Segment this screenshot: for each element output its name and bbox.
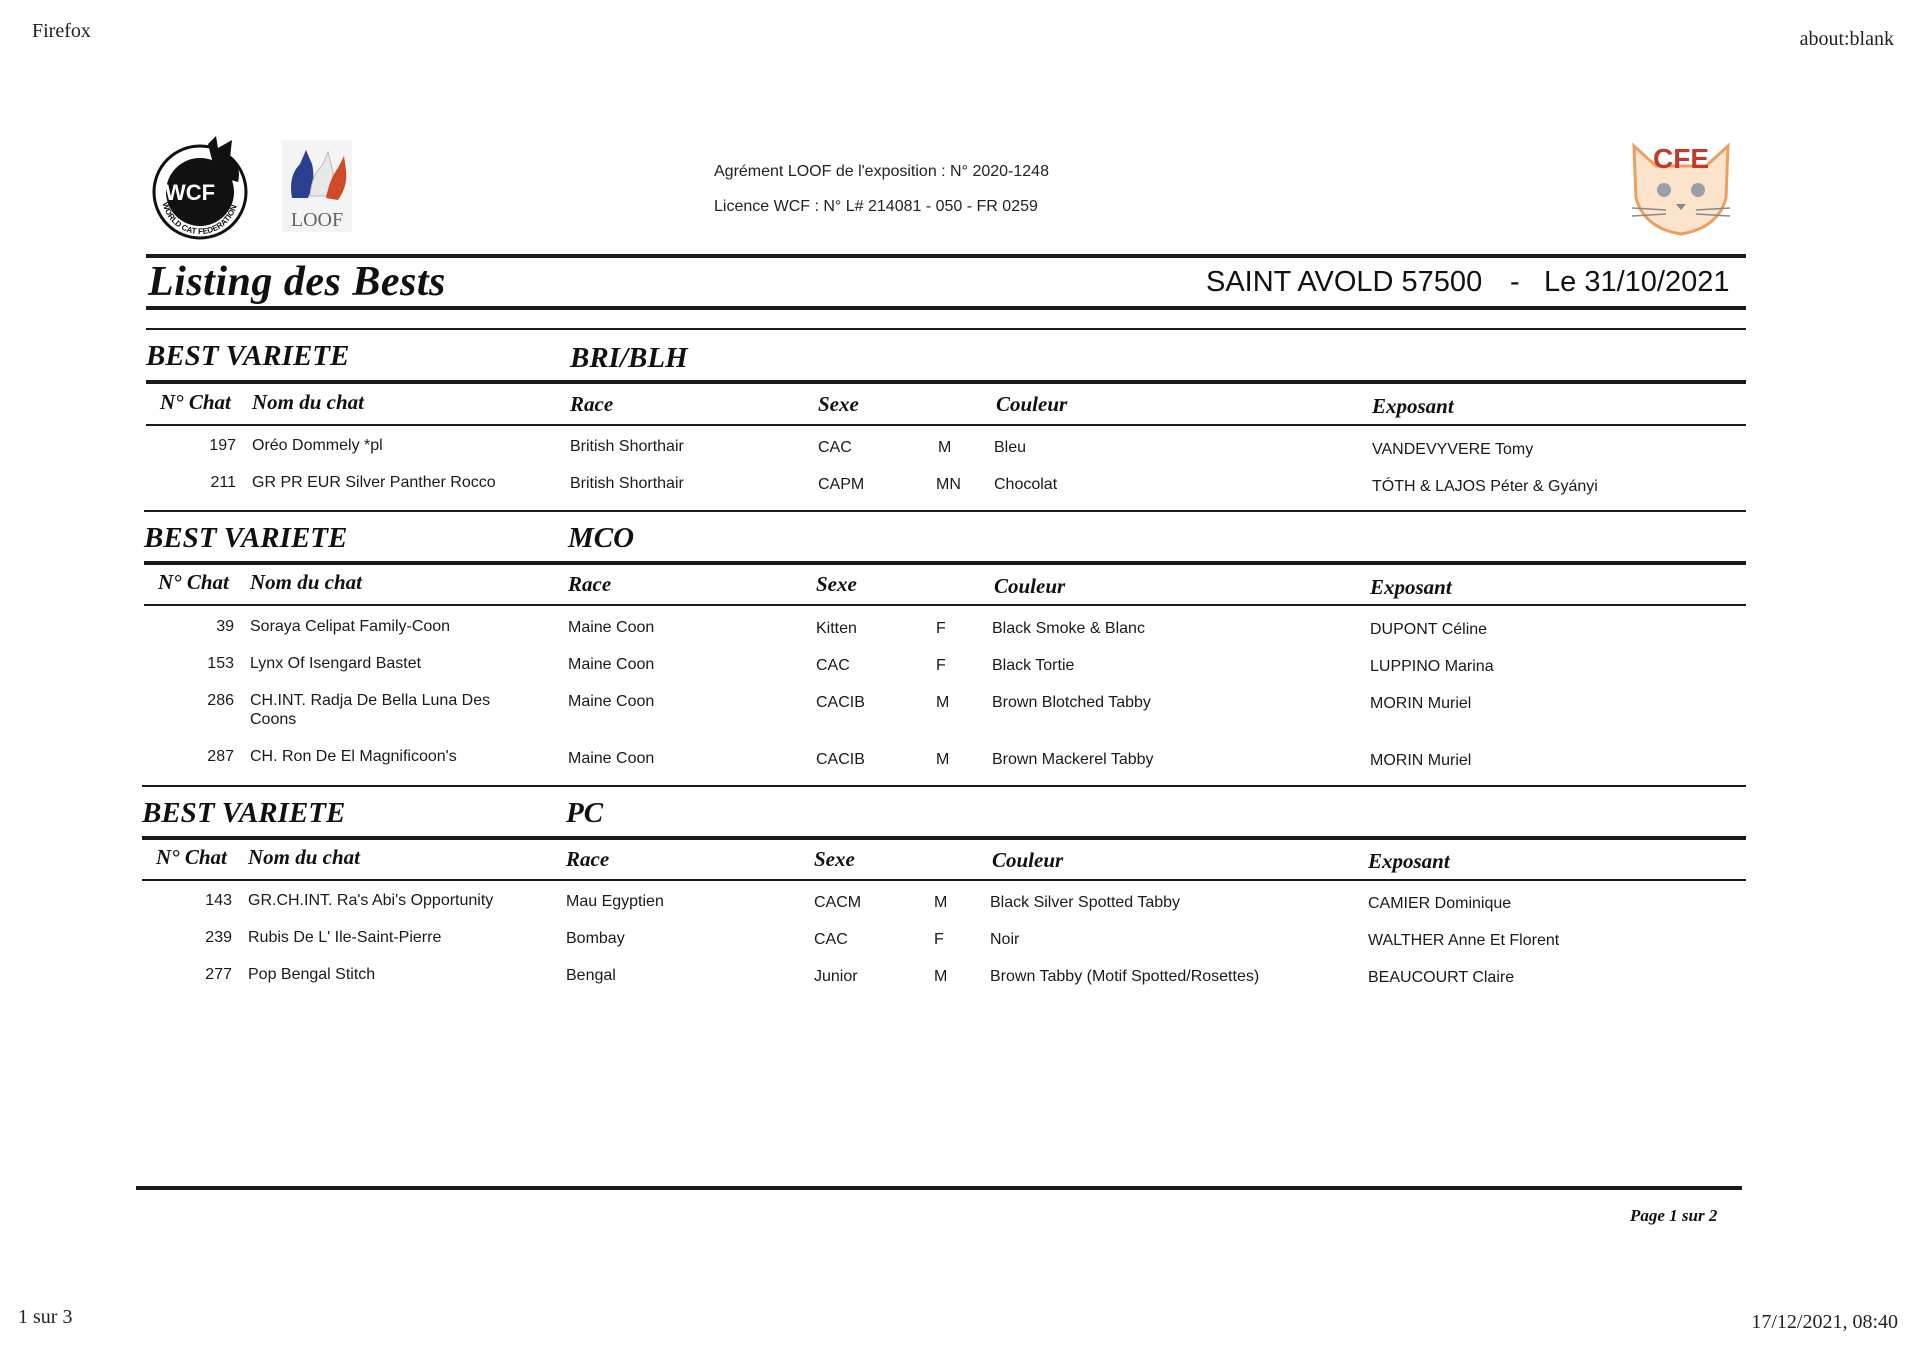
cat-race: Maine Coon: [568, 656, 655, 673]
col-num: N° Chat: [158, 570, 229, 594]
col-exposant: Exposant: [1368, 849, 1450, 873]
cat-number: 287: [207, 748, 234, 765]
cat-title: Junior: [814, 968, 858, 985]
cat-color: Black Tortie: [992, 657, 1075, 674]
cat-color: Brown Mackerel Tabby: [992, 751, 1154, 768]
cat-race: Maine Coon: [568, 619, 655, 636]
cat-number: 39: [216, 618, 234, 635]
cat-name-continued: Coons: [250, 711, 297, 728]
cat-number: 143: [205, 892, 232, 909]
section-top-rule: [146, 328, 1746, 330]
cat-name: GR PR EUR Silver Panther Rocco: [252, 474, 496, 491]
print-page-counter: 1 sur 3: [18, 1306, 73, 1328]
licence-wcf: Licence WCF : N° L# 214081 - 050 - FR 0259: [714, 198, 1038, 215]
cat-sex: M: [934, 968, 948, 985]
agrement-loof: Agrément LOOF de l'exposition : N° 2020-1248: [714, 163, 1049, 180]
cat-title: CACM: [814, 894, 862, 911]
browser-app-name: Firefox: [32, 20, 91, 42]
cat-race: Maine Coon: [568, 693, 655, 710]
cat-color: Black Silver Spotted Tabby: [990, 894, 1181, 911]
cat-title: CAC: [816, 657, 850, 674]
show-date: Le 31/10/2021: [1544, 266, 1730, 298]
cat-race: British Shorthair: [570, 475, 684, 492]
col-couleur: Couleur: [996, 392, 1068, 416]
cat-exhibitor: BEAUCOURT Claire: [1368, 969, 1515, 986]
cat-number: 153: [207, 655, 234, 672]
section-label: BEST VARIETE: [144, 522, 348, 554]
col-name: Nom du chat: [248, 845, 361, 869]
section-header-rule: [142, 836, 1746, 840]
cat-exhibitor: TÓTH & LAJOS Péter & Gyányi: [1372, 478, 1598, 495]
cat-race: Bengal: [566, 967, 616, 984]
cat-number: 239: [205, 929, 232, 946]
loof-logo-text: LOOF: [290, 209, 344, 231]
cat-sex: F: [936, 620, 946, 637]
col-race: Race: [570, 392, 614, 416]
cat-exhibitor: CAMIER Dominique: [1368, 895, 1512, 912]
loof-logo: [282, 140, 352, 232]
columns-rule: [144, 604, 1746, 606]
title-separator: -: [1510, 266, 1520, 298]
cat-name: GR.CH.INT. Ra's Abi's Opportunity: [248, 892, 494, 909]
section-header-rule: [146, 380, 1746, 384]
wcf-logo-ring-text: WORLD CAT FEDERATION: [160, 201, 239, 237]
cat-race: Mau Egyptien: [566, 893, 664, 910]
browser-url: about:blank: [1799, 28, 1894, 50]
cat-sex: M: [936, 751, 950, 768]
cat-title: CAPM: [818, 476, 865, 493]
cat-title: CACIB: [816, 694, 865, 711]
col-name: Nom du chat: [250, 570, 363, 594]
cat-race: Maine Coon: [568, 750, 655, 767]
cat-name: Lynx Of Isengard Bastet: [250, 655, 422, 672]
cat-sex: MN: [936, 476, 961, 493]
section-header-rule: [144, 561, 1746, 565]
cat-race: British Shorthair: [570, 438, 684, 455]
cat-name: CH. Ron De El Magnificoon's: [250, 748, 457, 765]
section-code: BRI/BLH: [570, 342, 688, 374]
cat-title: CACIB: [816, 751, 865, 768]
cat-color: Noir: [990, 931, 1020, 948]
cat-color: Chocolat: [994, 476, 1058, 493]
footer-rule: [136, 1186, 1742, 1190]
cat-color: Bleu: [994, 439, 1027, 456]
cat-number: 211: [210, 474, 236, 491]
cat-number: 197: [209, 437, 236, 454]
cat-name: Soraya Celipat Family-Coon: [250, 618, 451, 635]
cat-number: 286: [207, 692, 234, 709]
col-num: N° Chat: [156, 845, 227, 869]
columns-rule: [142, 879, 1746, 881]
col-name: Nom du chat: [252, 390, 365, 414]
cat-sex: M: [936, 694, 950, 711]
wcf-logo: [146, 136, 254, 244]
cat-sex: F: [934, 931, 944, 948]
show-location: SAINT AVOLD 57500: [1206, 266, 1483, 298]
columns-rule: [146, 424, 1746, 426]
cat-exhibitor: VANDEVYVERE Tomy: [1372, 441, 1534, 458]
col-exposant: Exposant: [1370, 575, 1452, 599]
title-bottom-rule: [146, 306, 1746, 310]
cat-race: Bombay: [566, 930, 625, 947]
page-title: Listing des Bests: [148, 259, 446, 305]
cat-sex: M: [938, 439, 952, 456]
cat-exhibitor: LUPPINO Marina: [1370, 658, 1494, 675]
cat-title: CAC: [814, 931, 848, 948]
section-top-rule: [142, 785, 1746, 787]
cat-sex: M: [934, 894, 948, 911]
wcf-logo-text: WCF: [164, 180, 216, 205]
cat-name: Pop Bengal Stitch: [248, 966, 376, 983]
print-datetime: 17/12/2021, 08:40: [1751, 1311, 1898, 1333]
col-couleur: Couleur: [994, 574, 1066, 598]
cat-color: Brown Blotched Tabby: [992, 694, 1151, 711]
col-couleur: Couleur: [992, 848, 1064, 872]
cat-title: Kitten: [816, 620, 857, 637]
cat-number: 277: [205, 966, 232, 983]
cfe-logo-text: CFE: [1653, 143, 1709, 174]
cat-name: Oréo Dommely *pl: [252, 437, 383, 454]
cat-exhibitor: DUPONT Céline: [1370, 621, 1488, 638]
cfe-logo: [1626, 138, 1736, 242]
section-label: BEST VARIETE: [146, 340, 350, 372]
cat-color: Brown Tabby (Motif Spotted/Rosettes): [990, 968, 1260, 985]
section-top-rule: [144, 510, 1746, 512]
section-code: MCO: [568, 522, 635, 554]
cat-name: Rubis De L' Ile-Saint-Pierre: [248, 929, 442, 946]
col-race: Race: [568, 572, 612, 596]
col-sexe: Sexe: [816, 572, 857, 596]
page-footer-label: Page 1 sur 2: [1630, 1206, 1718, 1225]
section-label: BEST VARIETE: [142, 797, 346, 829]
col-exposant: Exposant: [1372, 394, 1454, 418]
col-num: N° Chat: [160, 390, 231, 414]
section-code: PC: [566, 797, 604, 829]
cat-exhibitor: WALTHER Anne Et Florent: [1368, 932, 1560, 949]
cat-name: CH.INT. Radja De Bella Luna Des: [250, 692, 491, 709]
cat-exhibitor: MORIN Muriel: [1370, 695, 1472, 712]
cat-exhibitor: MORIN Muriel: [1370, 752, 1472, 769]
col-race: Race: [566, 847, 610, 871]
cat-sex: F: [936, 657, 946, 674]
col-sexe: Sexe: [814, 847, 855, 871]
cat-title: CAC: [818, 439, 852, 456]
col-sexe: Sexe: [818, 392, 859, 416]
cat-color: Black Smoke & Blanc: [992, 620, 1145, 637]
